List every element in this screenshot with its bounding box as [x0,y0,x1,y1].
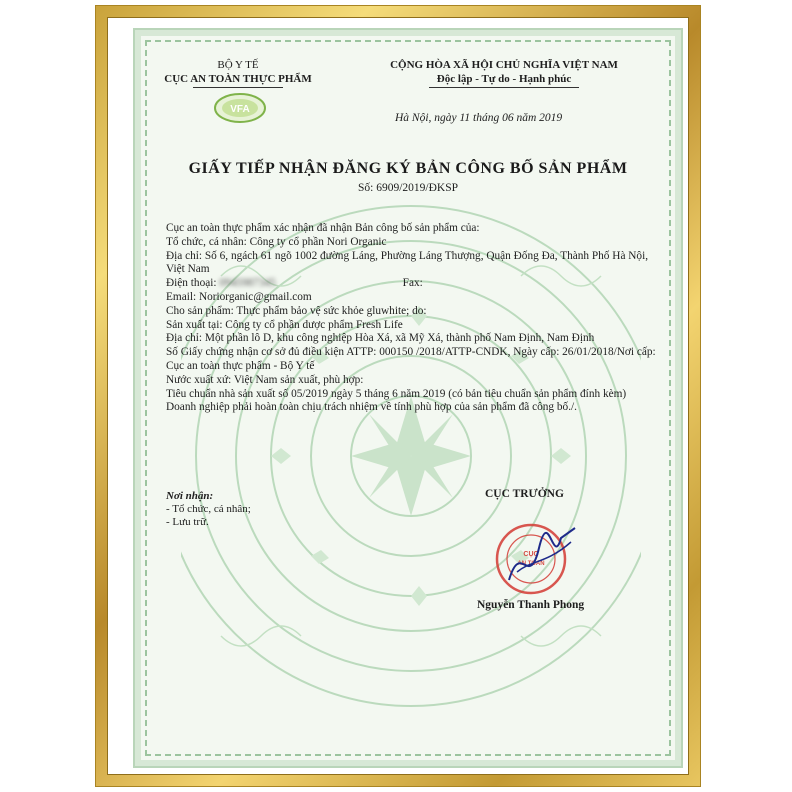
fax-label: Fax: [402,277,423,290]
agency-name: CỤC AN TOÀN THỰC PHẨM [164,73,312,85]
certificate-line: Số Giấy chứng nhận cơ sở đủ điều kiện ATTP: 000150 /2018/ATTP-CNDK, Ngày cấp: 26/01/2018/Nơi cấp: Cục an toàn thực phẩm - Bộ Y tế [166,346,656,372]
phone-value: 0945987345 [219,277,276,290]
standard-line: Tiêu chuẩn nhà sản xuất số 05/2019 ngày 5 tháng 6 năm 2019 (có bản tiêu chuẩn sản phẩm đính kèm) [166,387,627,400]
certificate-body [166,222,666,415]
ministry-name: BỘ Y TẾ [217,59,259,71]
svg-text:CỤC: CỤC [523,551,539,558]
vfa-logo [213,92,267,124]
national-motto: Độc lập - Tự do - Hạnh phúc [436,73,572,85]
official-stamp [491,520,581,598]
phone-line [166,277,666,291]
signer-title: CỤC TRƯỞNG [485,488,564,500]
recipients-block [166,490,251,529]
document-number: Số: 6909/2019/ĐKSP [357,182,458,194]
email-line: Email: Noriorganic@gmail.com [166,290,312,303]
certificate-content [141,36,675,760]
issue-date: Hà Nội, ngày 11 tháng 06 năm 2019 [395,112,563,124]
manufacturer-address-line: Địa chỉ: Một phần lô D, khu công nghiệp Hòa Xá, xã Mỹ Xá, thành phố Nam Định, Nam Định [166,332,595,345]
recipient-item: - Lưu trữ. [166,516,209,528]
signer-name: Nguyễn Thanh Phong [477,599,585,611]
manufacturer-line: Sản xuất tại: Công ty cổ phần dược phẩm Fresh Life [166,318,403,331]
recipient-item: - Tổ chức, cá nhân; [166,503,251,515]
vfa-logo-text: VFA [230,104,250,115]
issuer-header [153,58,323,88]
document-title: GIẤY TIẾP NHẬN ĐĂNG KÝ BẢN CÔNG BỐ SẢN PHẨM [188,160,628,177]
address-line: Địa chỉ: Số 6, ngách 61 ngõ 1002 đường Láng, Phường Láng Thượng, Quận Đống Đa, Thành Phố Hà Nội, Việt Nam [166,249,649,276]
country-name: CỘNG HÒA XÃ HỘI CHỦ NGHĨA VIỆT NAM [390,59,618,71]
motto-underline [429,87,579,88]
svg-text:AN TOÀN: AN TOÀN [517,561,545,567]
recipients-label: Nơi nhận: [166,490,214,502]
certificate-document [135,30,681,766]
product-line: Cho sản phẩm: Thực phẩm bảo vệ sức khỏe gluwhite; do: [166,304,427,317]
responsibility-line: Doanh nghiệp phải hoàn toàn chịu trách nhiệm về tính phù hợp của sản phẩm đã công bố./. [166,401,577,414]
intro-line: Cục an toàn thực phẩm xác nhận đã nhận Bản công bố sản phẩm của: [166,222,480,234]
phone-label: Điện thoại: [166,277,217,290]
state-header [339,58,669,88]
origin-line: Nước xuất xứ: Việt Nam sản xuất, phù hợp: [166,373,364,386]
agency-underline [193,87,283,88]
organization-line: Tổ chức, cá nhân: Công ty cổ phần Nori Organic [166,235,387,248]
